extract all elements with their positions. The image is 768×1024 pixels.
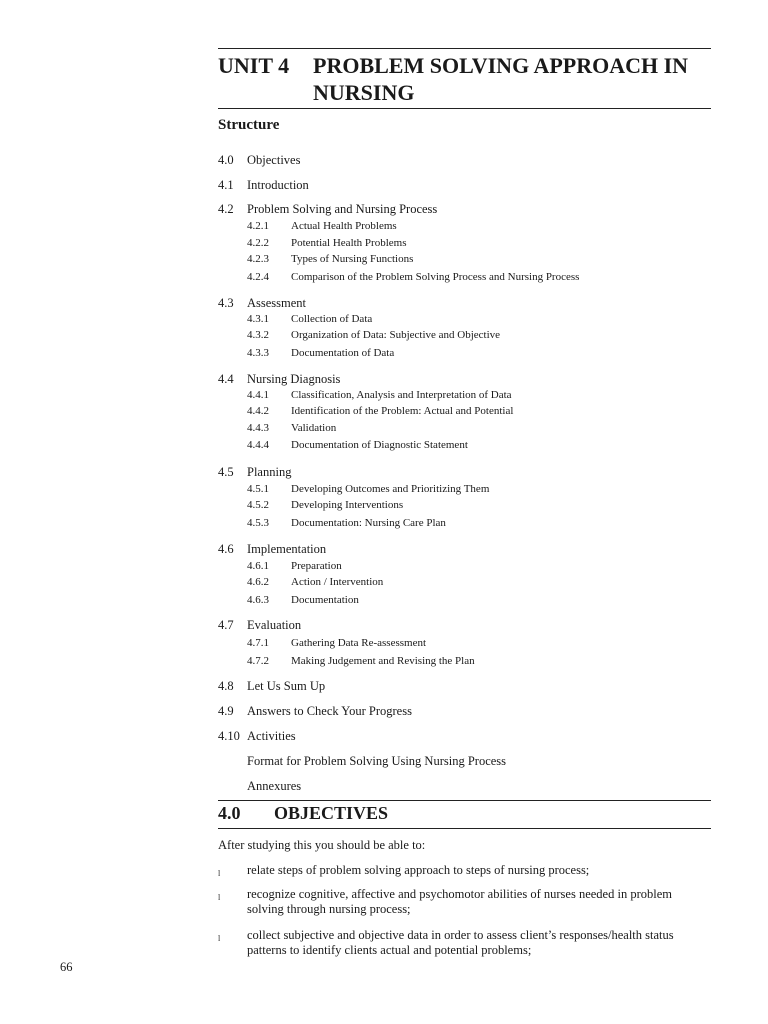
toc-subitem-number: 4.4.4: [247, 439, 269, 451]
toc-item-label: Answers to Check Your Progress: [247, 704, 412, 718]
toc-subitem-number: 4.5.1: [247, 483, 269, 495]
structure-heading: Structure: [218, 117, 280, 133]
toc-subitem-number: 4.3.3: [247, 347, 269, 359]
toc-item-number: 4.5: [218, 465, 234, 479]
toc-subitem-number: 4.4.2: [247, 405, 269, 417]
toc-subitem-label: Action / Intervention: [291, 576, 384, 588]
toc-extra-item: Format for Problem Solving Using Nursing Process: [247, 754, 507, 768]
toc-subitem-number: 4.5.3: [247, 517, 269, 529]
toc-subitem-label: Collection of Data: [291, 313, 373, 325]
objective-text: [247, 928, 711, 958]
toc-item-number: 4.6: [218, 542, 234, 556]
toc-subitem-label: Classification, Analysis and Interpretation of Data: [291, 389, 512, 401]
toc-item-number: 4.8: [218, 679, 234, 693]
toc-subitem-number: 4.2.4: [247, 271, 269, 283]
toc-subitem-number: 4.7.2: [247, 655, 269, 667]
objective-text-line2: solving through nursing process;: [247, 902, 411, 916]
toc-extra-item: Annexures: [247, 779, 302, 793]
toc-subitem-label: Documentation of Diagnostic Statement: [291, 439, 468, 451]
toc-subitem-label: Actual Health Problems: [291, 220, 397, 232]
toc-item-number: 4.3: [218, 296, 234, 310]
toc-subitem-label: Documentation of Data: [291, 347, 395, 359]
toc-subitem-number: 4.6.3: [247, 594, 269, 606]
toc-item-label: Activities: [247, 729, 296, 743]
unit-title: [313, 52, 713, 106]
toc-subitem-number: 4.3.2: [247, 329, 269, 341]
toc-subitem-number: 4.6.2: [247, 576, 269, 588]
toc-item-label: Let Us Sum Up: [247, 679, 326, 693]
toc-item-label: Nursing Diagnosis: [247, 372, 341, 386]
objectives-intro: After studying this you should be able to:: [218, 838, 426, 852]
toc-subitem-number: 4.5.2: [247, 499, 269, 511]
objective-text-line1: recognize cognitive, affective and psychomotor abilities of nurses needed in problem: [247, 887, 672, 901]
top-rule: [218, 48, 711, 49]
toc-subitem-number: 4.3.1: [247, 313, 269, 325]
page-number: 66: [60, 960, 73, 974]
bullet-marker: l: [218, 869, 221, 878]
objective-text-line2: patterns to identify clients actual and potential problems;: [247, 943, 532, 957]
toc-item-number: 4.1: [218, 178, 234, 192]
toc-item-number: 4.10: [218, 729, 240, 743]
toc-item-label: Introduction: [247, 178, 309, 192]
toc-subitem-label: Validation: [291, 422, 337, 434]
bullet-marker: l: [218, 893, 221, 902]
toc-subitem-label: Documentation: Nursing Care Plan: [291, 517, 446, 529]
toc-subitem-label: Gathering Data Re-assessment: [291, 637, 427, 649]
toc-subitem-label: Making Judgement and Revising the Plan: [291, 655, 475, 667]
objective-text-line1: relate steps of problem solving approach to steps of nursing process;: [247, 863, 590, 877]
objectives-heading: [218, 803, 389, 824]
toc-subitem-label: Potential Health Problems: [291, 237, 407, 249]
toc-subitem-label: Developing Interventions: [291, 499, 404, 511]
toc-subitem-label: Organization of Data: Subjective and Objective: [291, 329, 501, 341]
toc-subitem-label: Developing Outcomes and Prioritizing Them: [291, 483, 490, 495]
toc-item-label: Assessment: [247, 296, 307, 310]
toc-subitem-label: Comparison of the Problem Solving Process and Nursing Process: [291, 271, 580, 283]
toc-subitem-label: Documentation: [291, 594, 359, 606]
objective-text: [247, 863, 711, 878]
toc-item-label: Problem Solving and Nursing Process: [247, 202, 438, 216]
toc-subitem-number: 4.4.1: [247, 389, 269, 401]
objectives-bottom-rule: [218, 828, 711, 829]
toc-subitem-number: 4.4.3: [247, 422, 269, 434]
title-bottom-rule: [218, 108, 711, 109]
toc-item-label: Objectives: [247, 153, 301, 167]
toc-item-label: Planning: [247, 465, 292, 479]
objectives-top-rule: [218, 800, 711, 801]
bullet-marker: l: [218, 934, 221, 943]
toc-subitem-number: 4.2.1: [247, 220, 269, 232]
objectives-heading-label: OBJECTIVES: [274, 803, 389, 823]
objectives-heading-number: 4.0: [218, 803, 241, 823]
toc-item-number: 4.2: [218, 202, 234, 216]
objective-text-line1: collect subjective and objective data in order to assess client’s responses/health status: [247, 928, 674, 942]
toc-subitem-label: Identification of the Problem: Actual and Potential: [291, 405, 514, 417]
toc-item-label: Implementation: [247, 542, 327, 556]
toc-item-number: 4.4: [218, 372, 234, 386]
toc-subitem-label: Preparation: [291, 560, 342, 572]
unit-title-line1: PROBLEM SOLVING APPROACH IN: [313, 53, 689, 78]
objective-text: [247, 887, 711, 917]
toc-item-label: Evaluation: [247, 618, 302, 632]
unit-number: UNIT 4: [218, 53, 290, 78]
toc-subitem-number: 4.6.1: [247, 560, 269, 572]
toc-item-number: 4.0: [218, 153, 234, 167]
toc-item-number: 4.7: [218, 618, 234, 632]
toc-subitem-number: 4.2.3: [247, 253, 269, 265]
toc-item-number: 4.9: [218, 704, 234, 718]
toc-subitem-number: 4.7.1: [247, 637, 269, 649]
toc-subitem-label: Types of Nursing Functions: [291, 253, 414, 265]
unit-title-line2: NURSING: [313, 80, 415, 105]
toc-subitem-number: 4.2.2: [247, 237, 269, 249]
